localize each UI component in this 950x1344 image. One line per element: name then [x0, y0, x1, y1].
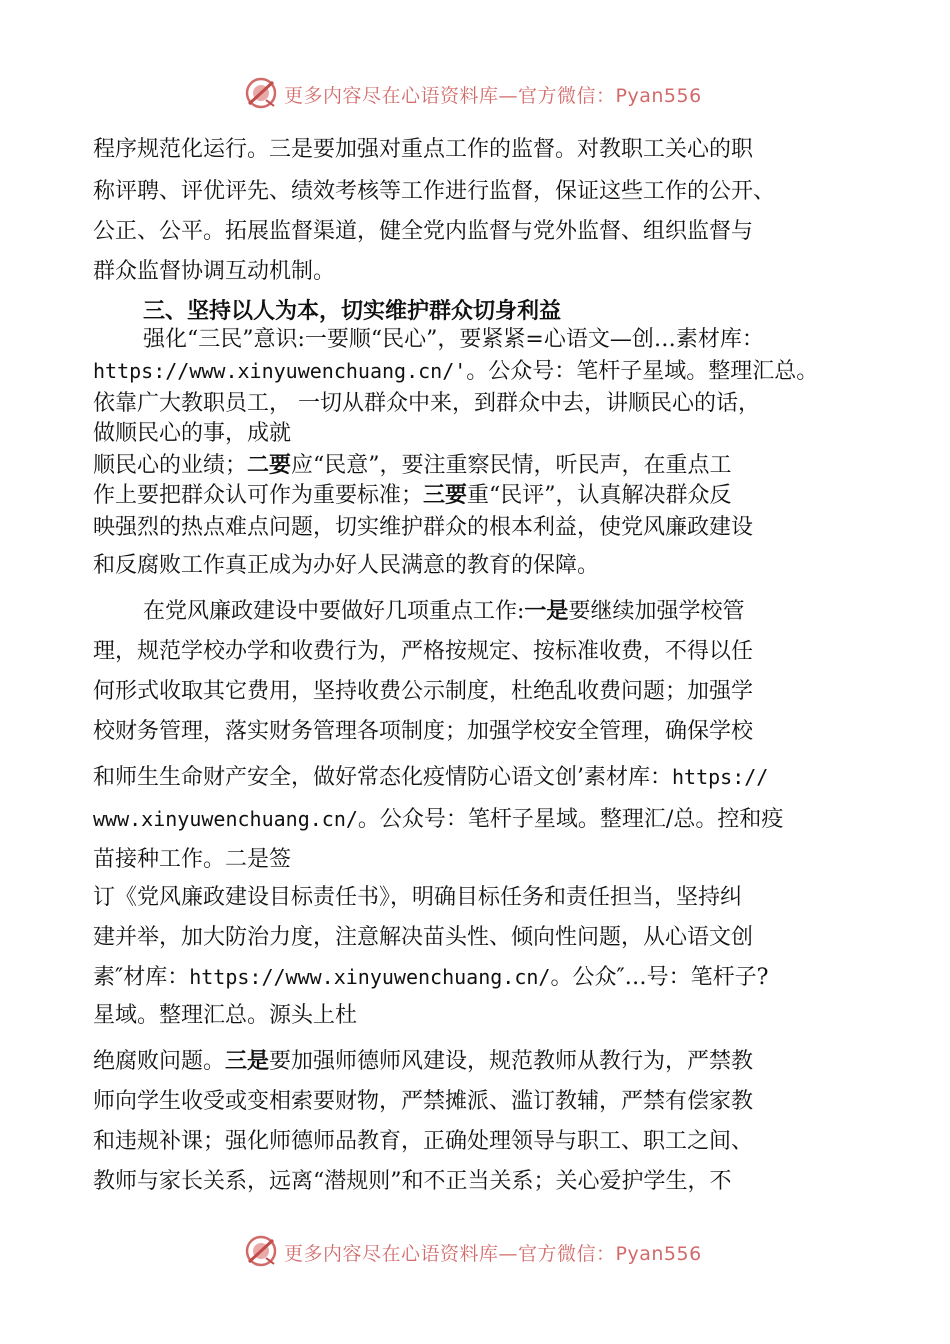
seal-logo-icon: [244, 76, 278, 110]
text-line: 映强烈的热点难点问题，切实维护群众的根本利益，使党风廉政建设: [93, 515, 754, 540]
text-line: 教师与家长关系，远离“潜规则”和不正当关系；关心爱护学生，不: [93, 1169, 732, 1194]
section-heading: 三、坚持以人为本，切实维护群众切身利益: [143, 299, 562, 324]
text-line: 星域。整理汇总。源头上杜: [93, 1003, 358, 1028]
banner-text: 更多内容尽在心语资料库—官方微信：Pyan556: [284, 1243, 702, 1265]
text-line: 苗接种工作。二是签: [93, 847, 292, 872]
banner-text: 更多内容尽在心语资料库—官方微信：Pyan556: [284, 85, 702, 107]
text-line: https://www.xinyuwenchuang.cn/'。公众号：笔杆子星域。整理汇总。: [93, 359, 819, 384]
text-line: 理，规范学校办学和收费行为，严格按规定、按标准收费，不得以任: [93, 639, 754, 664]
text-line: 作上要把群众认可作为重要标准；三要重“民评”，认真解决群众反: [93, 483, 732, 508]
text-line: 依靠广大教职员工， 一切从群众中来，到群众中去，讲顺民心的话，: [93, 391, 760, 416]
footer-banner: [0, 1230, 950, 1274]
text-line: 顺民心的业绩；二要应“民意”，要注重察民情，听民声，在重点工: [93, 453, 732, 478]
text-line: 素″材库：https://www.xinyuwenchuang.cn/。公众″…号：笔杆子?: [93, 965, 769, 990]
text-line: 校财务管理，落实财务管理各项制度；加强学校安全管理，确保学校: [93, 719, 754, 744]
text-line: 和师生生命财产安全，做好常态化疫情防心语文创’素材库：https://: [93, 765, 769, 790]
text-line: 师向学生收受或变相索要财物，严禁摊派、滥订教辅，严禁有偿家教: [93, 1089, 754, 1114]
text-line: 和反腐败工作真正成为办好人民满意的教育的保障。: [93, 553, 600, 578]
text-line: www.xinyuwenchuang.cn/。公众号：笔杆子星域。整理汇/总。控和疫: [93, 807, 784, 832]
seal-logo-icon: [244, 1234, 278, 1268]
text-line: 群众监督协调互动机制。: [93, 259, 336, 284]
text-line: 何形式收取其它费用，坚持收费公示制度，杜绝乱收费问题；加强学: [93, 679, 754, 704]
text-line: 程序规范化运行。三是要加强对重点工作的监督。对教职工关心的职: [93, 137, 754, 162]
text-line: 称评聘、评优评先、绩效考核等工作进行监督，保证这些工作的公开、: [93, 179, 776, 204]
text-line: 做顺民心的事，成就: [93, 421, 292, 446]
text-line: 强化“三民”意识:一要顺“民心”，要紧紧=心语文—创…素材库：: [143, 327, 764, 352]
text-line: 在党风廉政建设中要做好几项重点工作:一是要继续加强学校管: [143, 599, 745, 624]
text-line: 绝腐败问题。三是要加强师德师风建设，规范教师从教行为，严禁教: [93, 1049, 754, 1074]
header-banner: [0, 72, 950, 116]
text-line: 公正、公平。拓展监督渠道，健全党内监督与党外监督、组织监督与: [93, 219, 754, 244]
text-line: 建并举，加大防治力度，注意解决苗头性、倾向性问题，从心语文创: [93, 925, 754, 950]
text-line: 和违规补课；强化师德师品教育，正确处理领导与职工、职工之间、: [93, 1129, 754, 1154]
text-line: 订《党风廉政建设目标责任书》，明确目标任务和责任担当，坚持纠: [93, 885, 743, 910]
